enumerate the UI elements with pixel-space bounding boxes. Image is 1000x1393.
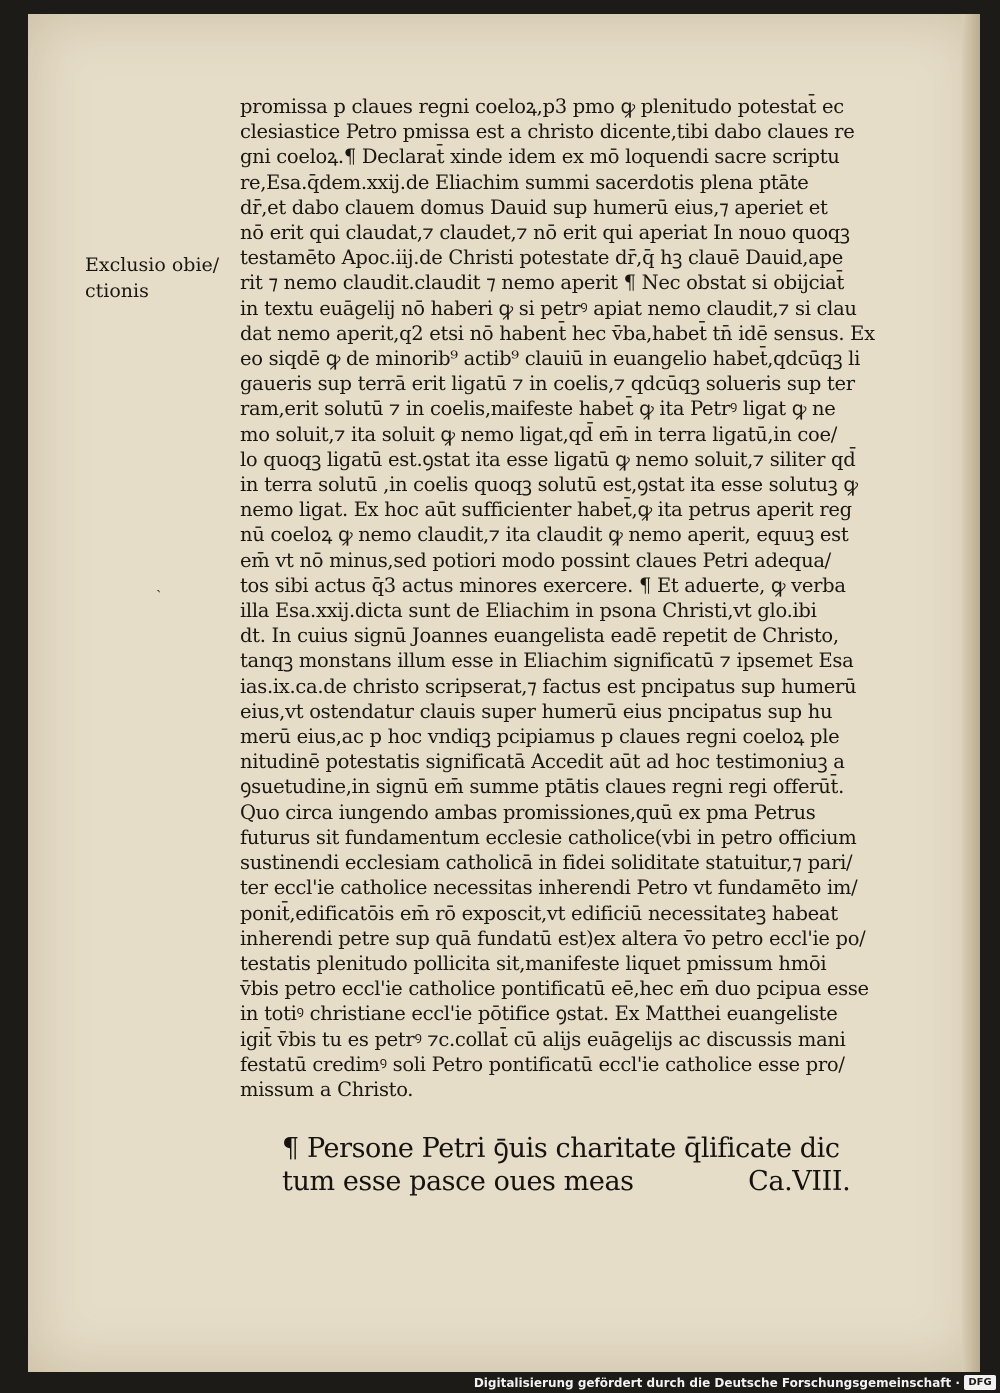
text-line: testamēto Apoc.iij.de Christi potestate dr̄,q̄ hꝫ clauē Dauid,ape (240, 246, 843, 270)
text-line: nemo ligat. Ex hoc aūt sufficienter habet̄,ꝙ ita petrus aperit reg (240, 498, 852, 522)
text-line: Quo circa iungendo ambas promissiones,quū ex pma Petrus (240, 800, 816, 824)
text-line: tanqꝫ monstans illum esse in Eliachim significatū ⁊ ipsemet Esa (240, 649, 854, 673)
text-line: gaueris sup terrā erit ligatū ⁊ in coelis,⁊ qdcūqꝫ solueris sup ter (240, 372, 855, 396)
marginal-note-line: ctionis (85, 280, 149, 302)
text-line: in terra solutū ,in coelis quoqꝫ solutū est,ꝯstat ita esse solutuꝫ ꝙ (240, 473, 858, 497)
marginal-note (85, 252, 235, 304)
chapter-heading-line: ¶ Persone Petri ꝯ̄uis charitate q̄lificate dic (282, 1133, 840, 1164)
footer-credit: Digitalisierung gefördert durch die Deutsche Forschungsgemeinschaft · (473, 1376, 960, 1390)
marginal-note-line: Exclusio obie/ (85, 254, 220, 276)
text-line: ter eccl'ie catholice necessitas inherendi Petro vt fundamēto im/ (240, 876, 858, 900)
text-line: in textu euāgelij nō haberi ꝙ si petrꝰ apiat nemo claudit,⁊ si clau (240, 296, 857, 320)
chapter-heading (282, 1132, 922, 1198)
text-line: eius,vt ostendatur clauis super humerū eius pncipatus sup hu (240, 699, 833, 723)
chapter-heading-line: tum esse pasce oues meas Ca.VIII. (282, 1166, 851, 1197)
text-line: merū eius,ac p hoc vndiqꝫ pcipiamus p claues regni coeloꝝ ple (240, 725, 840, 749)
text-line: ponit̄,edificatōis em̄ rō exposcit,vt edificiū necessitateꝫ habeat (240, 901, 838, 925)
text-line: in totiꝰ christiane eccl'ie pōtifice ꝯstat. Ex Matthei euangeliste (240, 1002, 838, 1026)
text-line: nitudinē potestatis significatā Accedit aūt ad hoc testimoniuꝫ a (240, 750, 845, 774)
text-line: eo siqdē ꝙ de minorib⁹ actib⁹ clauiū in euangelio habet̄,qdcūqꝫ li (240, 347, 861, 371)
digitization-footer (0, 1372, 1000, 1393)
text-line: ias.ix.ca.de christo scripserat,⁊ factus est pncipatus sup humerū (240, 674, 857, 698)
text-line: ꝯsuetudine,in signū em̄ summe ptātis claues regni regi offerūt̄. (240, 775, 844, 799)
text-line: mo soluit,⁊ ita soluit ꝙ nemo ligat,qd̄ em̄ in terra ligatū,in coe/ (240, 422, 837, 446)
body-text (240, 94, 930, 1102)
text-line: promissa p claues regni coeloꝝ,p3 pmo ꝙ plenitudo potestat̄ ec (240, 95, 844, 118)
text-line: sustinendi ecclesiam catholicā in fidei soliditate statuitur,⁊ pari/ (240, 851, 853, 875)
page-gutter (962, 14, 980, 1372)
text-line: dr̄,et dabo clauem domus Dauid sup humerū eius,⁊ aperiet et (240, 195, 828, 219)
text-line: dat nemo aperit,q2 etsi nō habent̄ hec v̄ba,habet̄ tn̄ idē sensus. Ex (240, 321, 875, 345)
text-line: illa Esa.xxij.dicta sunt de Eliachim in psona Christi,vt glo.ibi (240, 599, 817, 623)
book-page (28, 14, 980, 1372)
text-line: ram,erit solutū ⁊ in coelis,maifeste habet̄ ꝙ ita Petrꝰ ligat ꝙ ne (240, 397, 836, 421)
text-line: em̄ vt nō minus,sed potiori modo possint claues Petri adequa/ (240, 548, 831, 572)
margin-mark: ˎ (156, 574, 162, 593)
text-line: igit̄ v̄bis tu es petrꝰ ⁊c.collat̄ cū alijs euāgelijs ac discussis mani (240, 1027, 846, 1051)
text-line: nō erit qui claudat,⁊ claudet,⁊ nō erit qui aperiat In nouo quoqꝫ (240, 221, 850, 245)
text-line: inherendi petre sup quā fundatū est)ex altera v̄o petro eccl'ie po/ (240, 926, 866, 950)
text-line: tos sibi actus q̄3 actus minores exercere. ¶ Et aduerte, ꝙ verba (240, 573, 846, 597)
text-line: dt. In cuius signū Joannes euangelista eadē repetit de Christo, (240, 624, 839, 648)
text-line: festatū credimꝰ soli Petro pontificatū eccl'ie catholice esse pro/ (240, 1052, 845, 1076)
text-line: v̄bis petro eccl'ie catholice pontificatū eē,hec em̄ duo pcipua esse (240, 977, 869, 1001)
text-line: gni coeloꝝ.¶ Declarat̄ xinde idem ex mō loquendi sacre scriptu (240, 145, 840, 169)
text-line: testatis plenitudo pollicita sit,manifeste liquet pmissum hmōi (240, 951, 827, 975)
dfg-logo-icon: DFG (964, 1375, 996, 1390)
text-line: re,Esa.q̄dem.xxij.de Eliachim summi sacerdotis plena ptāte (240, 170, 809, 194)
text-line: rit ⁊ nemo claudit.claudit ⁊ nemo aperit ¶ Nec obstat si obijciat̄ (240, 271, 844, 295)
text-line: nū coeloꝝ ꝙ nemo claudit,⁊ ita claudit ꝙ nemo aperit, equuꝫ est (240, 523, 849, 547)
text-line: missum a Christo. (240, 1077, 414, 1101)
text-line: futurus sit fundamentum ecclesie catholice(vbi in petro officium (240, 825, 857, 849)
text-line: lo quoqꝫ ligatū est.ꝯstat ita esse ligatū ꝙ nemo soluit,⁊ siliter qd̄ (240, 447, 856, 471)
text-line: clesiastice Petro pmissa est a christo dicente,tibi dabo claues re (240, 120, 855, 144)
